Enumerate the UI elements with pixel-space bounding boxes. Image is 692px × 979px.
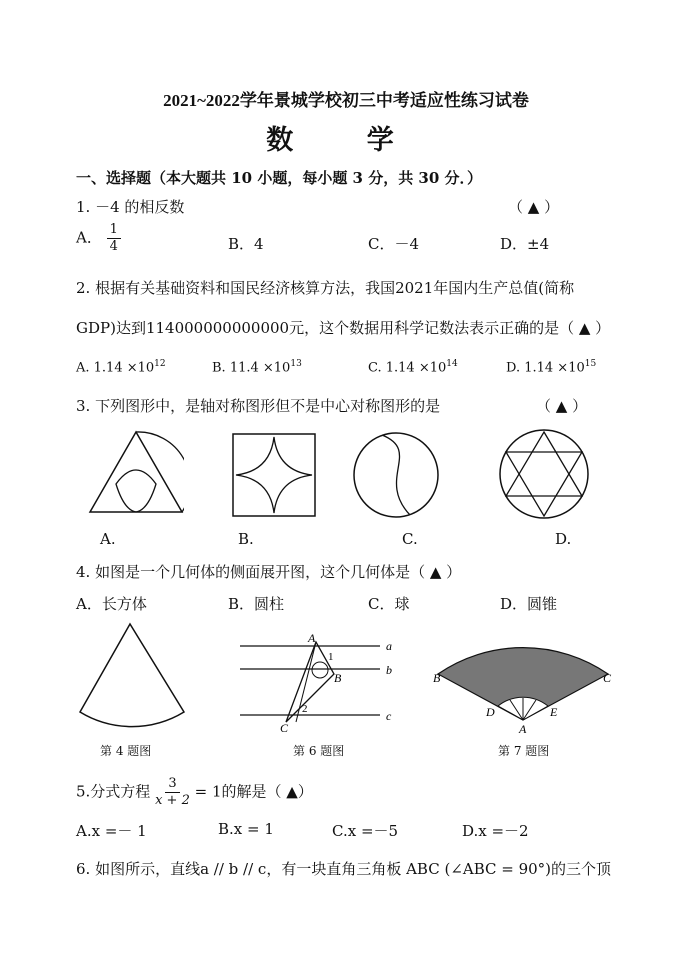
denominator: x + 2 bbox=[155, 793, 190, 808]
q2-option-b-text: B. 11.4 ×10 bbox=[212, 360, 291, 376]
figure-6-caption: 第 6 题图 bbox=[293, 744, 345, 758]
question-6: 6. 如图所示，直线a // b // c，有一块直角三角板 ABC (∠ABC = 90°)的三个顶 bbox=[76, 860, 612, 878]
q2-option-b bbox=[212, 359, 302, 375]
question-5 bbox=[76, 776, 313, 809]
vertex-c-label: C bbox=[280, 721, 289, 735]
q1-option-b: B．4 bbox=[228, 235, 264, 253]
fan-d-label: D bbox=[486, 705, 495, 719]
exam-title: 2021~2022学年景城学校初三中考适应性练习试卷 bbox=[163, 91, 529, 110]
fan-e-label: E bbox=[550, 705, 558, 719]
angle-1-label: 1 bbox=[328, 651, 334, 663]
question-2-line1: 2. 根据有关基础资料和国民经济核算方法，我国2021年国内生产总值(简称 bbox=[76, 279, 575, 297]
yin-yang-figure bbox=[352, 431, 440, 519]
q2-option-c-text: C. 1.14 ×10 bbox=[368, 360, 447, 376]
q2-option-d bbox=[506, 359, 596, 375]
vertex-a-label: A bbox=[308, 632, 316, 645]
q3-label-b: B. bbox=[238, 530, 254, 548]
figure-4-caption: 第 4 题图 bbox=[100, 744, 152, 758]
question-1: 1. －4 的相反数 bbox=[76, 198, 185, 216]
q3-label-a: A. bbox=[100, 530, 116, 548]
q3-label-d: D. bbox=[555, 530, 572, 548]
q4-option-d: D．圆锥 bbox=[500, 595, 558, 613]
q4-option-a: A．长方体 bbox=[76, 595, 147, 613]
hexagram-figure bbox=[498, 428, 590, 520]
q5-prefix: 5.分式方程 bbox=[76, 782, 151, 801]
q1-option-c: C．－4 bbox=[368, 235, 420, 253]
line-c-label: c bbox=[386, 709, 392, 723]
answer-mark-1: （ ▲ ） bbox=[508, 198, 560, 216]
q2-option-d-text: D. 1.14 ×10 bbox=[506, 360, 585, 376]
line-a-label: a bbox=[386, 639, 392, 653]
q1-option-d: D．±4 bbox=[500, 235, 550, 253]
numerator: 3 bbox=[165, 776, 179, 793]
parallel-lines-figure bbox=[234, 632, 404, 742]
q4-option-c: C．球 bbox=[368, 595, 410, 613]
exponent: 12 bbox=[154, 359, 166, 369]
figure-7-caption: 第 7 题图 bbox=[498, 744, 550, 758]
question-4: 4. 如图是一个几何体的侧面展开图，这个几何体是（ ▲ ） bbox=[76, 563, 462, 581]
q5-fraction bbox=[155, 776, 190, 809]
exponent: 15 bbox=[584, 359, 597, 369]
q1-option-a-label: A． bbox=[76, 228, 102, 247]
q5-suffix: = 1的解是（ ▲） bbox=[194, 782, 313, 801]
fan-a-label: A bbox=[519, 722, 527, 736]
exponent: 13 bbox=[290, 359, 302, 369]
section-heading: 一、选择题（本大题共 10 小题，每小题 3 分，共 30 分．） bbox=[76, 169, 483, 187]
q1-option-a-fraction bbox=[107, 222, 121, 255]
answer-mark-3: （ ▲ ） bbox=[536, 397, 588, 415]
vertex-b-label: B bbox=[334, 671, 342, 685]
sector-figure bbox=[78, 620, 188, 730]
q5-option-c: C.x =－5 bbox=[332, 822, 399, 840]
fan-b-label: B bbox=[433, 671, 441, 685]
line-b-label: b bbox=[386, 663, 392, 677]
subject-heading: 数 学 bbox=[266, 125, 426, 156]
question-2-line2: GDP)达到114000000000000元，这个数据用科学记数法表示正确的是（ ▲ ） bbox=[76, 319, 611, 337]
numerator: 1 bbox=[107, 222, 121, 239]
q5-option-d: D.x =－2 bbox=[462, 822, 529, 840]
q3-label-c: C. bbox=[402, 530, 418, 548]
exponent: 14 bbox=[446, 359, 458, 369]
q2-option-a bbox=[76, 359, 166, 375]
fan-c-label: C bbox=[603, 671, 612, 685]
square-star-figure bbox=[232, 433, 316, 517]
triangle-figure bbox=[88, 430, 184, 514]
q4-option-b: B．圆柱 bbox=[228, 595, 285, 613]
q5-option-b: B.x = 1 bbox=[218, 820, 274, 838]
fan-figure bbox=[428, 612, 618, 736]
denominator: 4 bbox=[109, 239, 118, 254]
angle-2-label: 2 bbox=[302, 703, 308, 715]
q2-option-a-text: A. 1.14 ×10 bbox=[76, 360, 155, 376]
q5-option-a: A.x =－ 1 bbox=[76, 822, 147, 840]
question-3: 3. 下列图形中，是轴对称图形但不是中心对称图形的是 bbox=[76, 397, 441, 415]
q1-option-a bbox=[76, 222, 121, 255]
q2-option-c bbox=[368, 359, 458, 375]
